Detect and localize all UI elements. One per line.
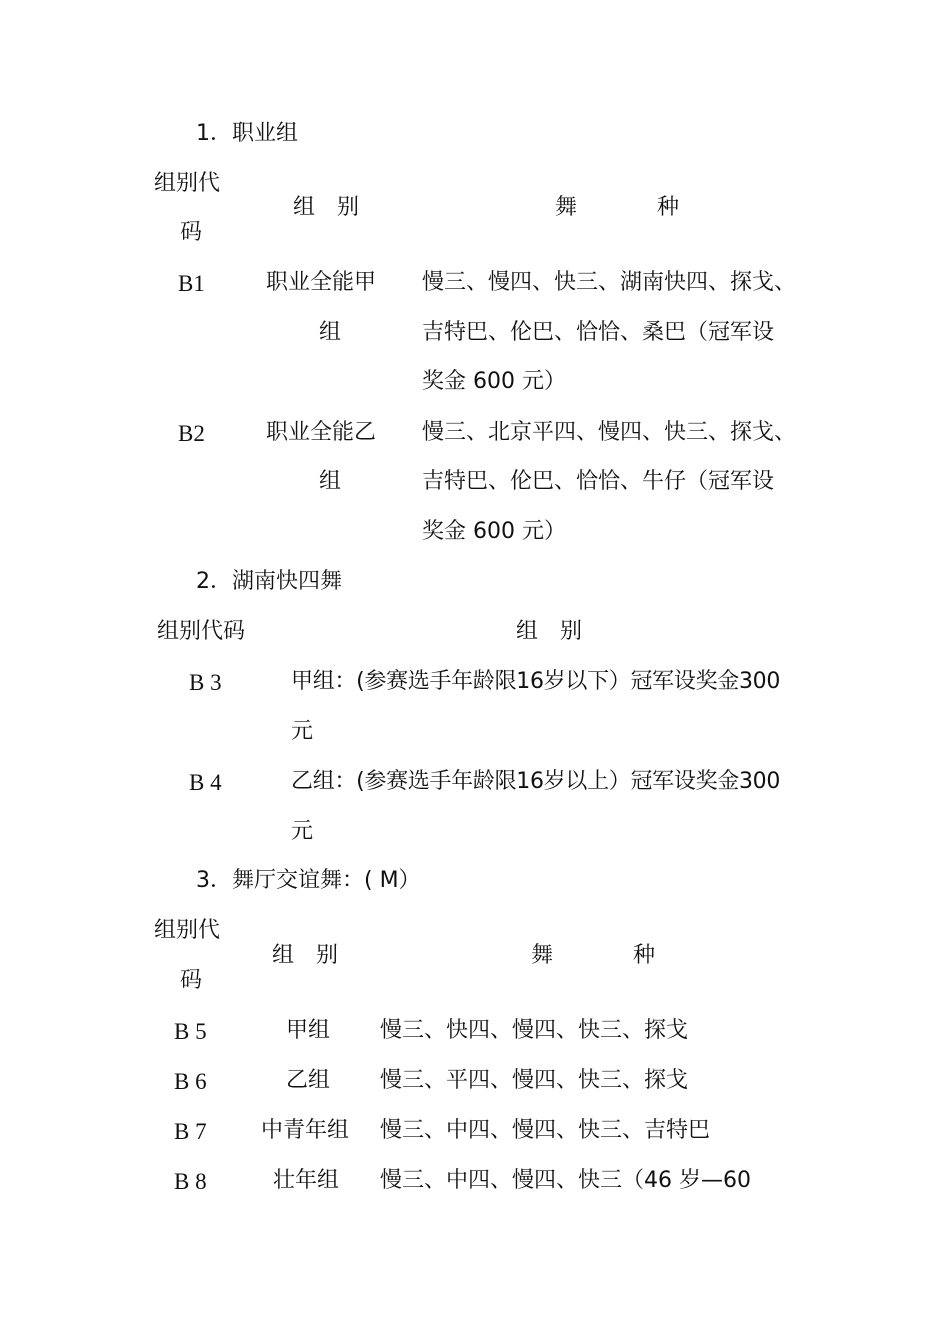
s1-row2-dance-line1: 慢三、北京平四、慢四、快三、探戈、 (422, 420, 797, 445)
s2-row2-text-line2: 元 (291, 819, 314, 844)
s3-row4-group: 壮年组 (273, 1168, 340, 1193)
s3-header-dance-b: 种 (633, 943, 656, 968)
s1-row1-dance-line1: 慢三、慢四、快三、湖南快四、探戈、 (422, 270, 797, 295)
s3-header-code-line2: 码 (180, 968, 203, 993)
s1-header-group: 组 别 (293, 195, 360, 220)
s3-row3-group: 中青年组 (261, 1118, 350, 1143)
s3-row4-dance: 慢三、中四、慢四、快三（46 岁—60 (380, 1168, 751, 1193)
s3-row2-group: 乙组 (286, 1068, 331, 1093)
s1-row1-dance-line3: 奖金 600 元） (422, 369, 566, 394)
s3-row2-code: B 6 (174, 1069, 207, 1094)
s1-header-dance-b: 种 (657, 195, 680, 220)
s3-row3-code: B 7 (174, 1119, 207, 1144)
s1-row1-code: B1 (178, 271, 205, 296)
s2-row2-text-line1: 乙组：(参赛选手年龄限16岁以上）冠军设奖金300 (291, 769, 781, 794)
s2-header-code: 组别代码 (157, 619, 246, 644)
s2-row2-code: B 4 (189, 770, 222, 795)
s1-row2-dance-line2: 吉特巴、伦巴、恰恰、牛仔（冠军设 (422, 469, 775, 494)
s3-row3-dance: 慢三、中四、慢四、快三、吉特巴 (380, 1118, 711, 1143)
s3-row4-code: B 8 (174, 1169, 207, 1194)
s2-row1-code: B 3 (189, 670, 222, 695)
section-2-heading: 2．湖南快四舞 (196, 569, 342, 594)
s3-header-group: 组 别 (272, 943, 339, 968)
s1-row1-group-line1: 职业全能甲 (266, 270, 377, 295)
s1-row2-group-line2: 组 (319, 469, 342, 494)
s2-header-group: 组 别 (516, 619, 583, 644)
s3-header-code-line1: 组别代 (154, 918, 221, 943)
s3-row1-dance: 慢三、快四、慢四、快三、探戈 (380, 1018, 689, 1043)
s1-header-code-line1: 组别代 (154, 171, 221, 196)
s1-row2-dance-line3: 奖金 600 元） (422, 519, 566, 544)
s1-header-dance-a: 舞 (555, 195, 578, 220)
s3-row2-dance: 慢三、平四、慢四、快三、探戈 (380, 1068, 689, 1093)
s3-row1-group: 甲组 (286, 1018, 331, 1043)
s2-row1-text-line2: 元 (291, 719, 314, 744)
s3-header-dance-a: 舞 (531, 943, 554, 968)
s1-header-code-line2: 码 (180, 220, 203, 245)
s3-row1-code: B 5 (174, 1019, 207, 1044)
s1-row2-group-line1: 职业全能乙 (266, 420, 377, 445)
s1-row2-code: B2 (178, 421, 205, 446)
section-1-heading: 1．职业组 (196, 121, 298, 146)
section-3-heading: 3．舞厅交谊舞：( M） (196, 868, 421, 893)
s1-row1-group-line2: 组 (319, 320, 342, 345)
s1-row1-dance-line2: 吉特巴、伦巴、恰恰、桑巴（冠军设 (422, 320, 775, 345)
s2-row1-text-line1: 甲组：(参赛选手年龄限16岁以下）冠军设奖金300 (291, 669, 781, 694)
